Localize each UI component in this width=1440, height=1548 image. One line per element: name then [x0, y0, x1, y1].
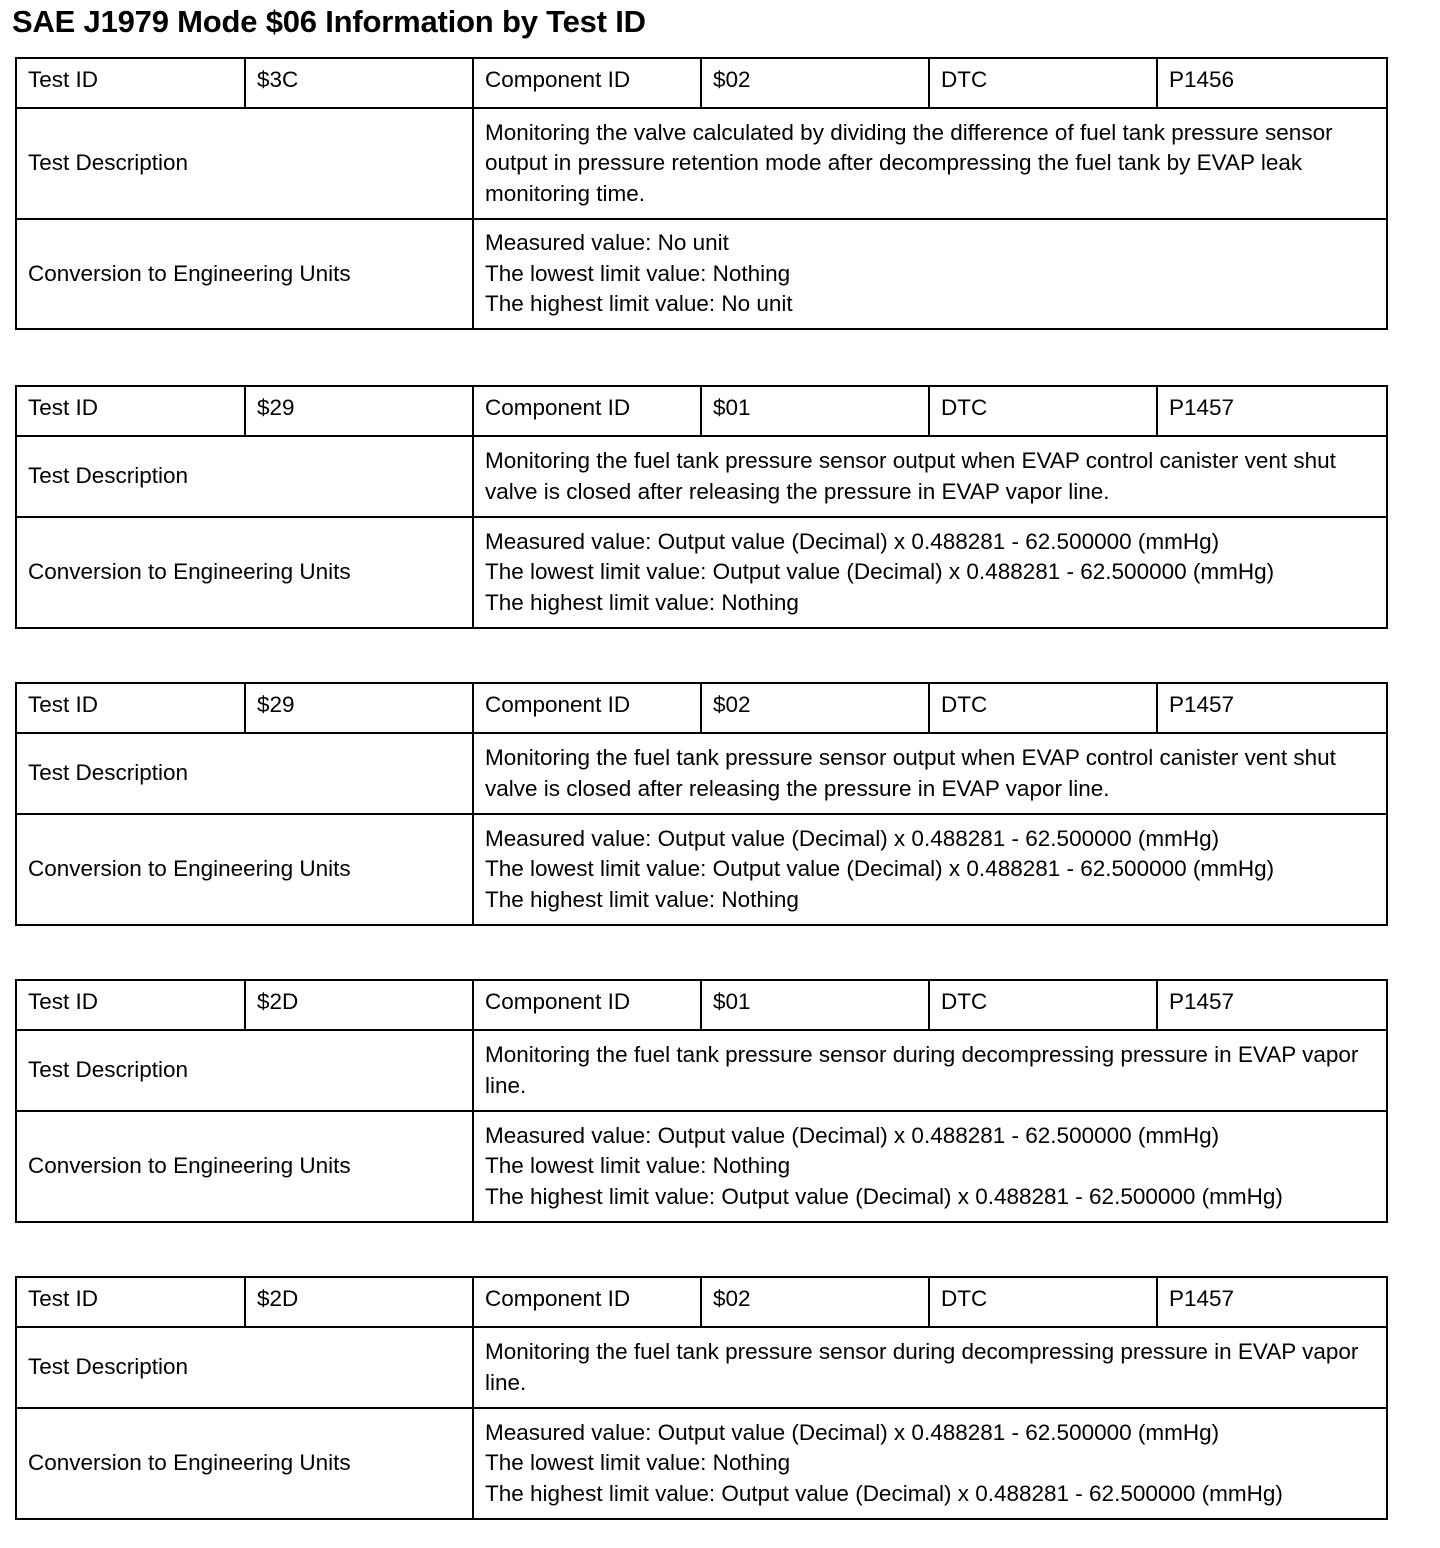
conversion-label: Conversion to Engineering Units	[16, 814, 473, 925]
dtc-label: DTC	[929, 58, 1157, 108]
test-description-value: Monitoring the valve calculated by dividing the difference of fuel tank pressure sensor output in pressure retention mode after decompressing the fuel tank by EVAP leak monitoring time.	[473, 108, 1387, 219]
test-description-row	[16, 108, 1387, 219]
test-table	[15, 385, 1388, 629]
test-description-label: Test Description	[16, 108, 473, 219]
test-header-row	[16, 58, 1387, 108]
test-description-label: Test Description	[16, 1030, 473, 1111]
lowest-limit-value: The lowest limit value: Output value (Decimal) x 0.488281 - 62.500000 (mmHg)	[485, 559, 1275, 585]
conversion-value	[473, 1111, 1387, 1222]
highest-limit-value: The highest limit value: Output value (Decimal) x 0.488281 - 62.500000 (mmHg)	[485, 1480, 1283, 1506]
test-id-value: $3C	[245, 58, 473, 108]
component-id-label: Component ID	[473, 1277, 701, 1327]
lowest-limit-value: The lowest limit value: Nothing	[485, 260, 791, 286]
highest-limit-value: The highest limit value: Nothing	[485, 886, 799, 912]
test-header-row	[16, 683, 1387, 733]
test-id-label: Test ID	[16, 683, 245, 733]
test-id-value: $2D	[245, 980, 473, 1030]
test-header-row	[16, 1277, 1387, 1327]
dtc-value: P1456	[1157, 58, 1387, 108]
test-table	[15, 1276, 1388, 1520]
test-description-value: Monitoring the fuel tank pressure sensor during decompressing pressure in EVAP vapor line.	[473, 1030, 1387, 1111]
page-title: SAE J1979 Mode $06 Information by Test ID	[12, 4, 646, 39]
test-id-value: $29	[245, 386, 473, 436]
test-description-label: Test Description	[16, 436, 473, 517]
component-id-label: Component ID	[473, 980, 701, 1030]
test-description-label: Test Description	[16, 1327, 473, 1408]
dtc-label: DTC	[929, 683, 1157, 733]
conversion-label: Conversion to Engineering Units	[16, 219, 473, 329]
conversion-row	[16, 814, 1387, 925]
conversion-value	[473, 517, 1387, 628]
conversion-row	[16, 1111, 1387, 1222]
test-id-label: Test ID	[16, 1277, 245, 1327]
test-description-row	[16, 1030, 1387, 1111]
conversion-value	[473, 219, 1387, 329]
lowest-limit-value: The lowest limit value: Output value (Decimal) x 0.488281 - 62.500000 (mmHg)	[485, 856, 1275, 882]
lowest-limit-value: The lowest limit value: Nothing	[485, 1450, 791, 1476]
test-table	[15, 57, 1388, 330]
test-table	[15, 682, 1388, 926]
test-id-label: Test ID	[16, 58, 245, 108]
component-id-value: $02	[701, 1277, 929, 1327]
test-description-label: Test Description	[16, 733, 473, 814]
conversion-label: Conversion to Engineering Units	[16, 1111, 473, 1222]
test-id-value: $2D	[245, 1277, 473, 1327]
component-id-label: Component ID	[473, 683, 701, 733]
component-id-value: $01	[701, 980, 929, 1030]
component-id-label: Component ID	[473, 58, 701, 108]
highest-limit-value: The highest limit value: No unit	[485, 291, 793, 317]
test-description-row	[16, 733, 1387, 814]
test-description-value: Monitoring the fuel tank pressure sensor during decompressing pressure in EVAP vapor line.	[473, 1327, 1387, 1408]
conversion-row	[16, 517, 1387, 628]
test-table	[15, 979, 1388, 1223]
test-id-label: Test ID	[16, 386, 245, 436]
dtc-label: DTC	[929, 980, 1157, 1030]
measured-value: Measured value: Output value (Decimal) x 0.488281 - 62.500000 (mmHg)	[485, 1122, 1220, 1148]
test-description-row	[16, 1327, 1387, 1408]
dtc-label: DTC	[929, 1277, 1157, 1327]
measured-value: Measured value: Output value (Decimal) x 0.488281 - 62.500000 (mmHg)	[485, 825, 1220, 851]
highest-limit-value: The highest limit value: Nothing	[485, 589, 799, 615]
test-header-row	[16, 386, 1387, 436]
test-header-row	[16, 980, 1387, 1030]
conversion-label: Conversion to Engineering Units	[16, 1408, 473, 1519]
measured-value: Measured value: Output value (Decimal) x 0.488281 - 62.500000 (mmHg)	[485, 1419, 1220, 1445]
conversion-row	[16, 219, 1387, 329]
conversion-label: Conversion to Engineering Units	[16, 517, 473, 628]
measured-value: Measured value: No unit	[485, 230, 729, 256]
dtc-value: P1457	[1157, 980, 1387, 1030]
test-id-value: $29	[245, 683, 473, 733]
test-description-row	[16, 436, 1387, 517]
conversion-value	[473, 1408, 1387, 1519]
component-id-value: $02	[701, 683, 929, 733]
highest-limit-value: The highest limit value: Output value (Decimal) x 0.488281 - 62.500000 (mmHg)	[485, 1183, 1283, 1209]
conversion-row	[16, 1408, 1387, 1519]
test-description-value: Monitoring the fuel tank pressure sensor output when EVAP control canister vent shut valve is closed after releasing the pressure in EVAP vapor line.	[473, 733, 1387, 814]
dtc-value: P1457	[1157, 386, 1387, 436]
component-id-value: $02	[701, 58, 929, 108]
component-id-value: $01	[701, 386, 929, 436]
measured-value: Measured value: Output value (Decimal) x 0.488281 - 62.500000 (mmHg)	[485, 528, 1220, 554]
test-id-label: Test ID	[16, 980, 245, 1030]
lowest-limit-value: The lowest limit value: Nothing	[485, 1153, 791, 1179]
component-id-label: Component ID	[473, 386, 701, 436]
dtc-value: P1457	[1157, 1277, 1387, 1327]
dtc-label: DTC	[929, 386, 1157, 436]
dtc-value: P1457	[1157, 683, 1387, 733]
conversion-value	[473, 814, 1387, 925]
test-description-value: Monitoring the fuel tank pressure sensor output when EVAP control canister vent shut valve is closed after releasing the pressure in EVAP vapor line.	[473, 436, 1387, 517]
